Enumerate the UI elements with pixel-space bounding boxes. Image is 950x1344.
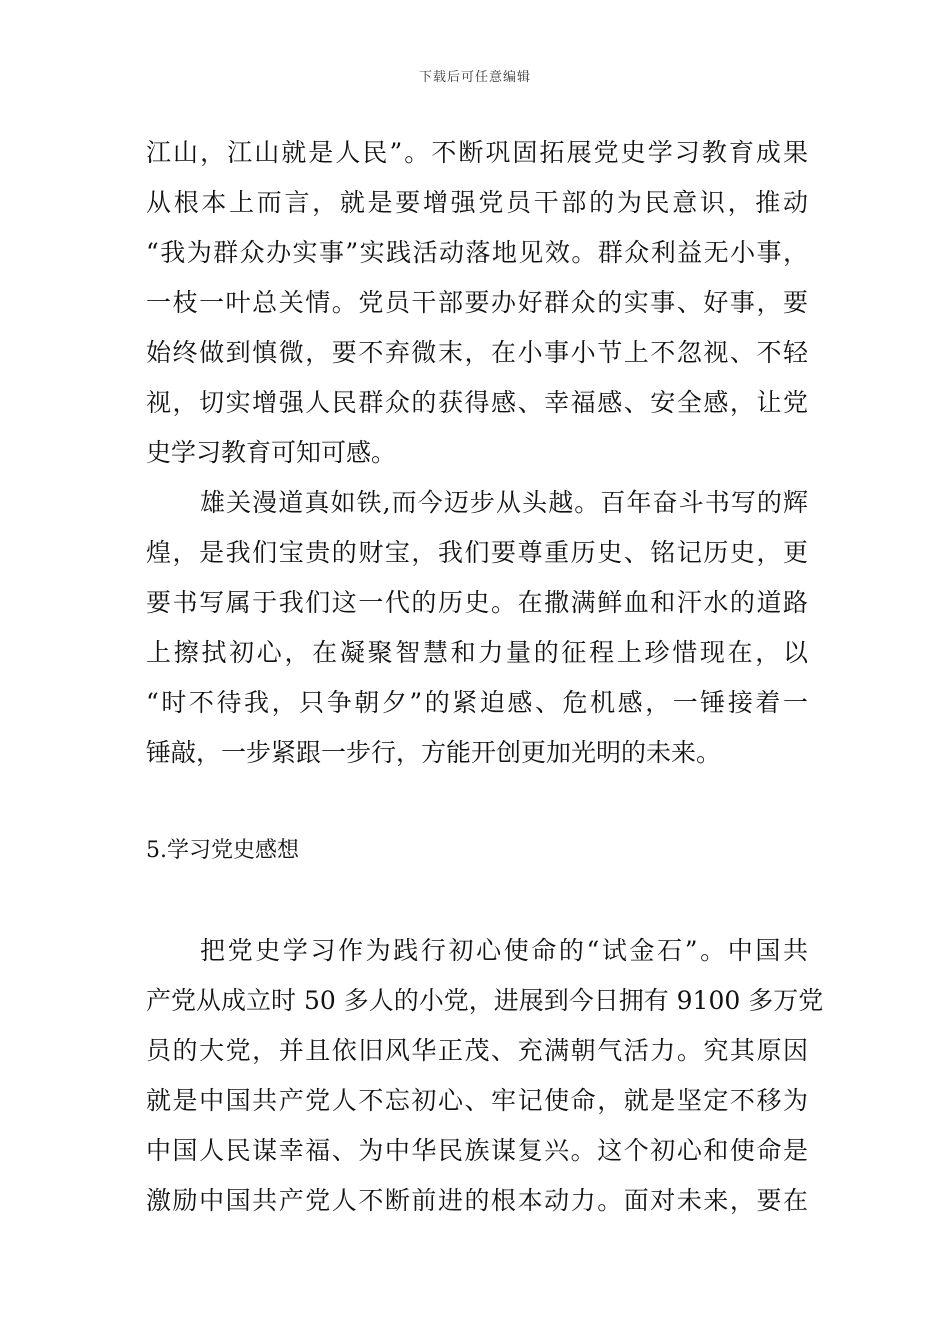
text-line: 始终做到慎微，要不弃微末，在小事小节上不忽视、不轻 (146, 338, 808, 367)
text-line: 从根本上而言，就是要增强党员干部的为民意识，推动 (146, 188, 808, 217)
text-line: “时不待我，只争朝夕”的紧迫感、危机感，一锤接着一 (146, 688, 808, 717)
text-line: 雄关漫道真如铁,而今迈步从头越。百年奋斗书写的辉 (200, 488, 808, 517)
paragraph-2 (146, 478, 808, 778)
text-line: 把党史学习作为践行初心使命的“试金石”。中国共 (200, 936, 808, 965)
text-line: 激励中国共产党人不断前进的根本动力。面对未来，要在 (146, 1186, 808, 1215)
paragraph-1 (146, 128, 808, 478)
page-header: 下载后可任意编辑 (418, 70, 531, 85)
text-line: 产党从成立时 50 多人的小党，进展到今日拥有 9100 多万党 (146, 986, 824, 1015)
section-heading: 5.学习党史感想 (146, 838, 299, 863)
text-line: 史学习教育可知可感。 (146, 438, 397, 467)
text-line: 要书写属于我们这一代的历史。在撒满鲜血和汗水的道路 (146, 588, 808, 617)
text-line: 上擦拭初心，在凝聚智慧和力量的征程上珍惜现在，以 (146, 638, 808, 667)
text-line: 锤敲，一步紧跟一步行，方能开创更加光明的未来。 (146, 738, 722, 767)
text-line: 视，切实增强人民群众的获得感、幸福感、安全感，让党 (146, 388, 808, 417)
paragraph-3 (146, 926, 824, 1226)
text-line: 煌，是我们宝贵的财宝，我们要尊重历史、铭记历史，更 (146, 538, 808, 567)
text-line: 一枝一叶总关情。党员干部要办好群众的实事、好事，要 (146, 288, 808, 317)
text-line: 中国人民谋幸福、为中华民族谋复兴。这个初心和使命是 (146, 1136, 808, 1165)
text-line: 员的大党，并且依旧风华正茂、充满朝气活力。究其原因 (146, 1036, 808, 1065)
text-line: 江山，江山就是人民”。不断巩固拓展党史学习教育成果 (146, 138, 808, 167)
document-body (146, 128, 824, 1226)
spacer (146, 876, 808, 926)
text-line: “我为群众办实事”实践活动落地见效。群众利益无小事， (146, 238, 808, 267)
text-line: 就是中国共产党人不忘初心、牢记使命，就是坚定不移为 (146, 1086, 808, 1115)
